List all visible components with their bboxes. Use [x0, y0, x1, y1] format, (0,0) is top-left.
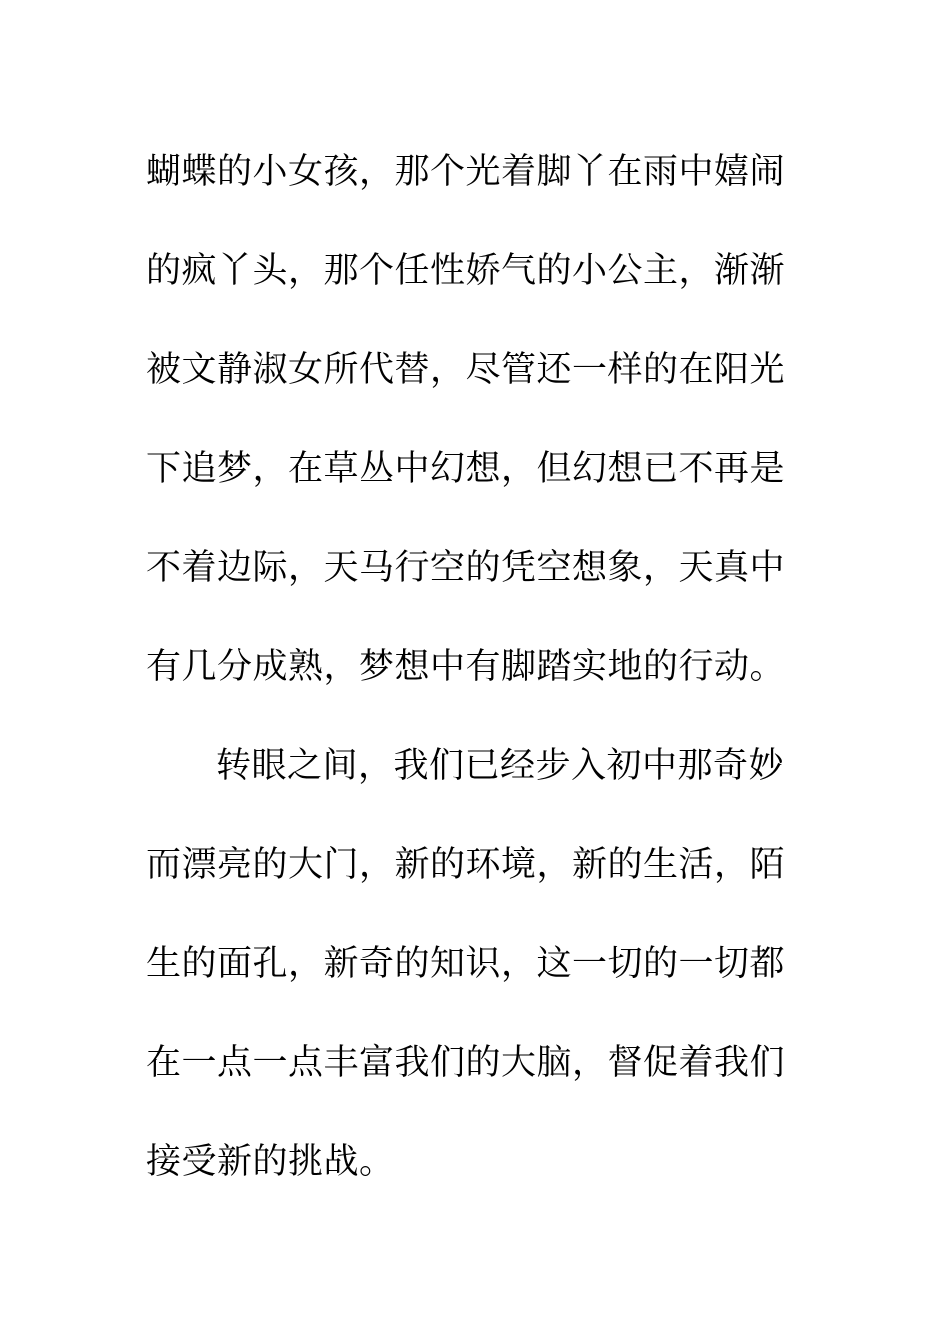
text-line: 生的面孔，新奇的知识，这一切的一切都 [146, 944, 786, 984]
text-line: 在一点一点丰富我们的大脑，督促着我们 [146, 1043, 786, 1083]
paragraph-start-line: 转眼之间，我们已经步入初中那奇妙 [216, 746, 785, 786]
document-body-text [146, 123, 786, 1212]
text-line: 而漂亮的大门，新的环境，新的生活，陌 [146, 845, 786, 885]
text-line: 的疯丫头，那个任性娇气的小公主，渐渐 [146, 251, 786, 291]
text-line: 接受新的挑战。 [146, 1142, 395, 1182]
text-line: 下追梦，在草丛中幻想，但幻想已不再是 [146, 449, 786, 489]
text-line: 被文静淑女所代替，尽管还一样的在阳光 [146, 350, 786, 390]
text-line: 不着边际，天马行空的凭空想象，天真中 [146, 548, 786, 588]
text-line: 蝴蝶的小女孩，那个光着脚丫在雨中嬉闹 [146, 152, 786, 192]
text-line: 有几分成熟，梦想中有脚踏实地的行动。 [146, 647, 786, 687]
